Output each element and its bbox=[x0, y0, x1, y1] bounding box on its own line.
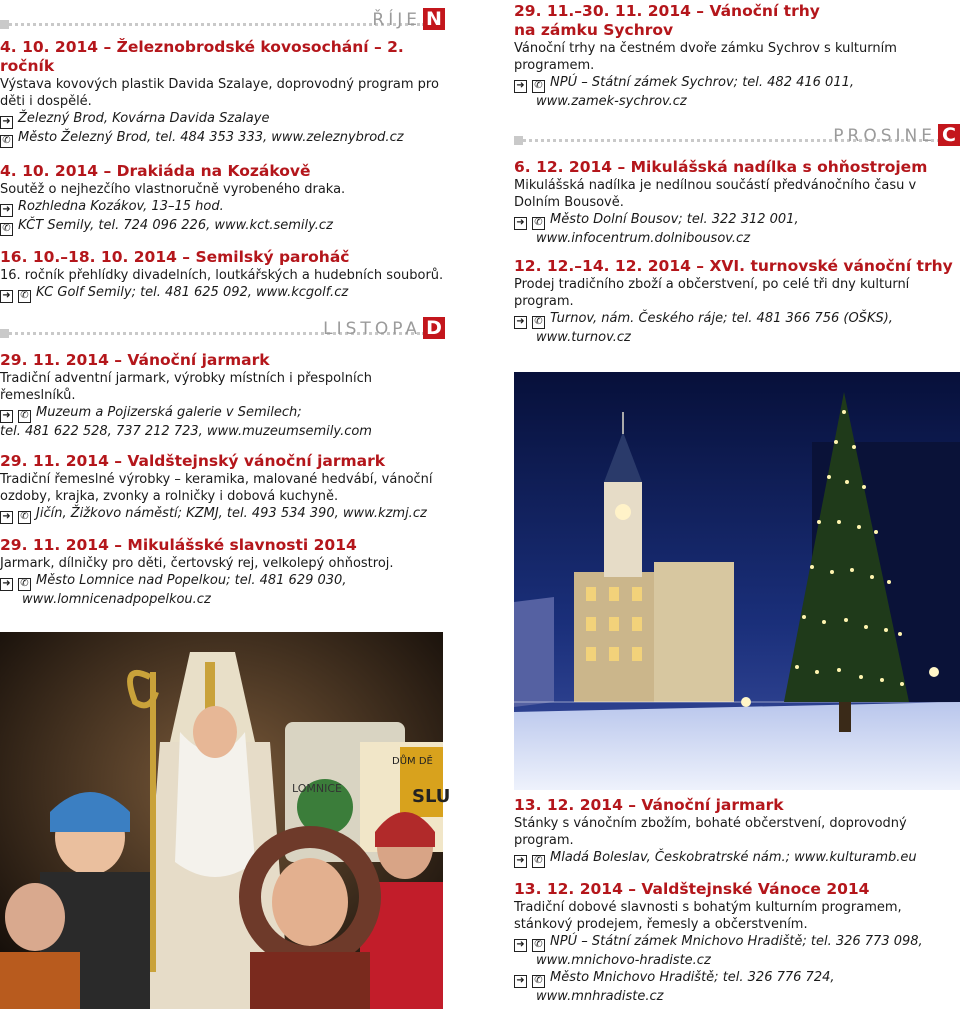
event-mb-jarmark bbox=[514, 796, 960, 868]
event-zeleznobrodske bbox=[0, 38, 445, 148]
event-title: 29. 11.–30. 11. 2014 – Vánoční trhy na zámku Sychrov bbox=[514, 2, 820, 39]
event-location: ➜ Rozhledna Kozákov, 13–15 hod. bbox=[0, 198, 445, 217]
phone-icon: ✆ bbox=[18, 290, 31, 303]
event-title: 12. 12.–14. 12. 2014 – XVI. turnovské vánoční trhy bbox=[514, 257, 953, 275]
month-header-prosinec bbox=[514, 116, 960, 146]
event-title: 16. 10.–18. 10. 2014 – Semilský paroháč bbox=[0, 248, 350, 266]
event-contact: ➜ ✆ NPÚ – Státní zámek Sychrov; tel. 482 416 011, bbox=[514, 74, 960, 93]
event-title: 13. 12. 2014 – Vánoční jarmark bbox=[514, 796, 784, 814]
arrow-right-icon: ➜ bbox=[514, 855, 527, 868]
event-desc: Soutěž o nejhezčího vlastnoručně vyrobeného draka. bbox=[0, 182, 346, 197]
month-name: PROSINE bbox=[833, 126, 936, 146]
dotted-rule bbox=[4, 23, 425, 26]
sign-dum-deti: DŮM DĚ bbox=[392, 756, 433, 767]
event-contact: ➜ ✆ Jičín, Žižkovo náměstí; KZMJ, tel. 493 534 390, www.kzmj.cz bbox=[0, 505, 445, 524]
arrow-right-icon: ➜ bbox=[0, 410, 13, 423]
photo-mikulas bbox=[0, 632, 451, 1009]
event-contact-2: www.mnichovo-hradiste.cz bbox=[536, 953, 711, 968]
event-desc: Stánky s vánočním zbožím, bohaté občerstvení, doprovodný program. bbox=[514, 816, 907, 848]
event-title: 4. 10. 2014 – Železnobrodské kovosochání – 2. ročník bbox=[0, 38, 404, 75]
event-contact-4: www.mnhradiste.cz bbox=[536, 989, 664, 1004]
event-title: 13. 12. 2014 – Valdštejnské Vánoce 2014 bbox=[514, 880, 870, 898]
event-mikulasske-slavnosti bbox=[0, 536, 445, 608]
event-desc: Jarmark, dílničky pro děti, čertovský rej, velkolepý ohňostroj. bbox=[0, 556, 394, 571]
event-contact-2: www.zamek-sychrov.cz bbox=[536, 94, 687, 109]
event-mikulasska-nadilka bbox=[514, 158, 960, 247]
event-desc: Tradiční řemeslné výrobky – keramika, malované hedvábí, vánoční ozdoby, krajka, zvonky a rolničky i dobová kuchyně. bbox=[0, 472, 433, 504]
event-contact-2: www.turnov.cz bbox=[536, 330, 631, 345]
event-desc: Tradiční adventní jarmark, výrobky místních i přespolních řemeslníků. bbox=[0, 371, 372, 403]
event-desc: Tradiční dobové slavnosti s bohatým kulturním programem, stánkový prodejem, řemesly a občerstvením. bbox=[514, 900, 902, 932]
event-contact-2: www.lomnicenadpopelkou.cz bbox=[22, 592, 211, 607]
month-cap: C bbox=[938, 124, 960, 146]
event-contact: ➜ ✆ Turnov, nám. Českého ráje; tel. 481 366 756 (OŠKS), bbox=[514, 310, 960, 329]
month-cap: D bbox=[423, 317, 445, 339]
phone-icon: ✆ bbox=[532, 855, 545, 868]
event-contact-2: www.infocentrum.dolnibousov.cz bbox=[536, 231, 751, 246]
event-valdstejnske-vanoce bbox=[514, 880, 960, 1005]
event-contact: ➜ ✆ Město Dolní Bousov; tel. 322 312 001, bbox=[514, 211, 960, 230]
month-cap: N bbox=[423, 8, 445, 30]
event-contact-3: ➜ ✆ Město Mnichovo Hradiště; tel. 326 776 724, bbox=[514, 969, 960, 988]
month-name: LISTOPA bbox=[323, 319, 421, 339]
phone-icon: ✆ bbox=[18, 578, 31, 591]
event-parohac bbox=[0, 248, 445, 303]
sign-slu: SLU bbox=[412, 786, 451, 807]
event-contact: ➜ ✆ KC Golf Semily; tel. 481 625 092, www.kcgolf.cz bbox=[0, 284, 445, 303]
month-header-rijen bbox=[0, 0, 445, 30]
event-contact: ✆ Město Železný Brod, tel. 484 353 333, www.zeleznybrod.cz bbox=[0, 129, 445, 148]
arrow-right-icon: ➜ bbox=[514, 217, 527, 230]
event-contact: ➜ ✆ Město Lomnice nad Popelkou; tel. 481 629 030, bbox=[0, 572, 445, 591]
event-contact: ➜ ✆ Muzeum a Pojizerská galerie v Semilech; bbox=[0, 404, 445, 423]
arrow-right-icon: ➜ bbox=[514, 975, 527, 988]
event-title: 29. 11. 2014 – Valdštejnský vánoční jarmark bbox=[0, 452, 386, 470]
arrow-right-icon: ➜ bbox=[0, 204, 13, 217]
phone-icon: ✆ bbox=[18, 511, 31, 524]
left-column bbox=[0, 0, 445, 614]
phone-icon: ✆ bbox=[0, 223, 13, 236]
event-desc: 16. ročník přehlídky divadelních, loutkářských a hudebních souborů. bbox=[0, 268, 444, 283]
event-contact-2: tel. 481 622 528, 737 212 723, www.muzeumsemily.com bbox=[0, 424, 372, 439]
event-desc: Vánoční trhy na čestném dvoře zámku Sychrov s kulturním programem. bbox=[514, 41, 897, 73]
phone-icon: ✆ bbox=[18, 410, 31, 423]
event-vanocni-jarmark-semily bbox=[0, 351, 445, 440]
phone-icon: ✆ bbox=[532, 316, 545, 329]
arrow-right-icon: ➜ bbox=[0, 290, 13, 303]
phone-icon: ✆ bbox=[0, 135, 13, 148]
event-contact: ➜ ✆ Mladá Boleslav, Českobratrské nám.; www.kulturamb.eu bbox=[514, 849, 960, 868]
phone-icon: ✆ bbox=[532, 80, 545, 93]
event-desc: Mikulášská nadílka je nedílnou součástí předvánočního času v Dolním Bousově. bbox=[514, 178, 917, 210]
event-turnovske-trhy bbox=[514, 257, 960, 346]
phone-icon: ✆ bbox=[532, 939, 545, 952]
event-desc: Prodej tradičního zboží a občerstvení, po celé tři dny kulturní program. bbox=[514, 277, 910, 309]
event-title: 6. 12. 2014 – Mikulášská nadílka s ohňostrojem bbox=[514, 158, 928, 176]
event-location: ➜ Železný Brod, Kovárna Davida Szalaye bbox=[0, 110, 445, 129]
photo-christmas-tree bbox=[514, 372, 960, 790]
event-title: 29. 11. 2014 – Vánoční jarmark bbox=[0, 351, 270, 369]
phone-icon: ✆ bbox=[532, 217, 545, 230]
photo-christmas-tree-art bbox=[514, 372, 960, 790]
arrow-right-icon: ➜ bbox=[0, 116, 13, 129]
event-title: 29. 11. 2014 – Mikulášské slavnosti 2014 bbox=[0, 536, 357, 554]
arrow-right-icon: ➜ bbox=[0, 578, 13, 591]
event-drakiada bbox=[0, 162, 445, 236]
event-sychrov bbox=[514, 2, 960, 110]
event-valdstejnsky-jarmark bbox=[0, 452, 445, 524]
month-name: ŘÍJE bbox=[372, 10, 421, 30]
arrow-right-icon: ➜ bbox=[0, 511, 13, 524]
arrow-right-icon: ➜ bbox=[514, 316, 527, 329]
sign-lomnice: LOMNICE bbox=[292, 782, 342, 795]
event-contact: ✆ KČT Semily, tel. 724 096 226, www.kct.semily.cz bbox=[0, 217, 445, 236]
phone-icon: ✆ bbox=[532, 975, 545, 988]
right-column bbox=[514, 0, 960, 352]
arrow-right-icon: ➜ bbox=[514, 80, 527, 93]
event-title: 4. 10. 2014 – Drakiáda na Kozákově bbox=[0, 162, 311, 180]
arrow-right-icon: ➜ bbox=[514, 939, 527, 952]
photo-mikulas-art bbox=[0, 632, 451, 1009]
month-header-listopad bbox=[0, 309, 445, 339]
event-desc: Výstava kovových plastik Davida Szalaye, doprovodný program pro děti i dospělé. bbox=[0, 77, 439, 109]
event-contact: ➜ ✆ NPÚ – Státní zámek Mnichovo Hradiště; tel. 326 773 098, bbox=[514, 933, 960, 952]
right-bottom-column bbox=[514, 796, 960, 1011]
